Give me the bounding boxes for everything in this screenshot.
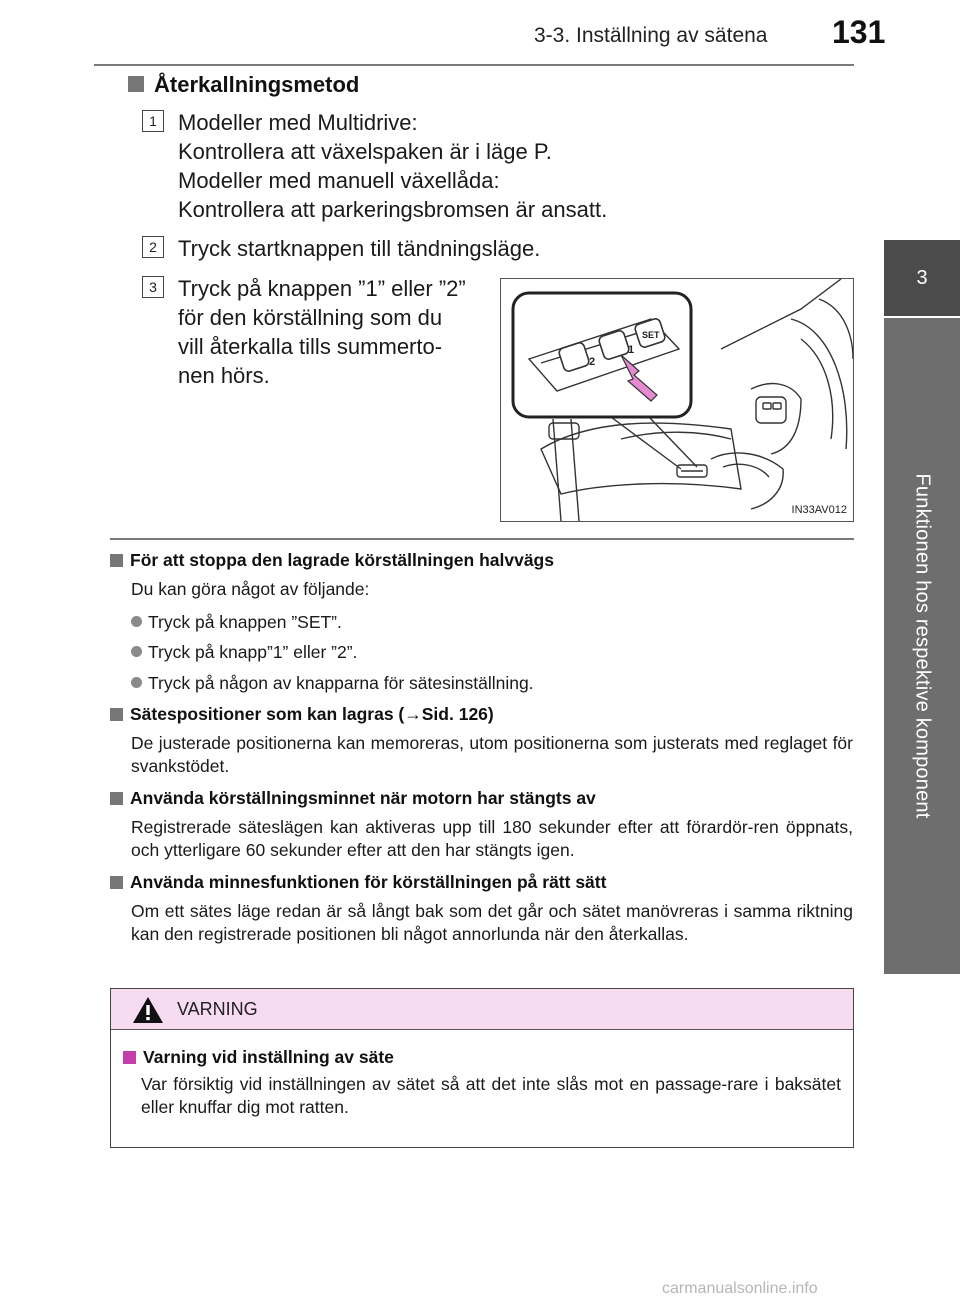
note-title-text: Sätespositioner som kan lagras (→Sid. 126) <box>130 704 494 724</box>
section-title <box>128 72 359 98</box>
step-1-line: Modeller med Multidrive: <box>178 110 418 135</box>
square-bullet-icon <box>110 792 123 805</box>
list-item-text: Tryck på någon av knapparna för sätesinställning. <box>148 673 534 693</box>
note-title <box>110 550 554 571</box>
step-3-text <box>178 274 474 390</box>
warning-text: Var försiktig vid inställningen av sätet så att det inte slås mot en passage-rare i baksätet eller knuffar dig mot ratten. <box>141 1074 841 1117</box>
chapter-title: Funktionen hos respektive komponent <box>911 473 934 819</box>
chapter-number-tab: 3 <box>884 240 960 316</box>
section-divider <box>110 538 854 540</box>
step-1-line: Kontrollera att parkeringsbromsen är ansatt. <box>178 197 608 222</box>
memory-button-1-label: 1 <box>628 344 635 356</box>
warning-triangle-icon <box>131 995 165 1025</box>
memory-button-2-label: 2 <box>589 356 596 368</box>
section-header: 3-3. Inställning av sätena <box>534 24 768 47</box>
square-bullet-icon <box>128 76 144 92</box>
bullet-dot-icon <box>131 646 142 657</box>
warning-label: VARNING <box>177 999 258 1019</box>
square-bullet-icon <box>110 876 123 889</box>
note-text: Registrerade säteslägen kan aktiveras upp till 180 sekunder efter att förardör-ren öppnats, och ytterligare 60 sekunder efter att den har stängts igen. <box>131 817 853 860</box>
warning-title <box>123 1047 394 1068</box>
note-title <box>110 872 606 893</box>
step-3-line: nen hörs. <box>178 363 270 388</box>
step-1-line: Modeller med manuell växellåda: <box>178 168 500 193</box>
list-item-text: Tryck på knapp”1” eller ”2”. <box>148 642 358 662</box>
step-2-text <box>178 234 540 263</box>
note-title <box>110 788 596 809</box>
note-title-text: Använda minnesfunktionen för körställningen på rätt sätt <box>130 872 607 892</box>
square-bullet-icon <box>110 554 123 567</box>
illustration-code: IN33AV012 <box>791 504 847 516</box>
step-3-line: vill återkalla tills summerto- <box>178 334 443 359</box>
bullet-dot-icon <box>131 677 142 688</box>
bullet-dot-icon <box>131 616 142 627</box>
section-title-text: Återkallningsmetod <box>154 72 360 97</box>
list-item <box>131 642 357 663</box>
note-title <box>110 704 494 725</box>
square-bullet-icon <box>110 708 123 721</box>
step-number-3: 3 <box>142 276 164 298</box>
car-door-drawing <box>501 279 853 521</box>
step-2-line: Tryck startknappen till tändningsläge. <box>178 236 541 261</box>
step-number-2: 2 <box>142 236 164 258</box>
set-button-label: SET <box>642 330 660 340</box>
warning-box <box>110 988 854 1148</box>
note-text: Du kan göra något av följande: <box>131 579 370 599</box>
warning-title-text: Varning vid inställning av säte <box>143 1047 394 1067</box>
step-3-line: för den körställning som du <box>178 305 443 330</box>
note-text: Om ett sätes läge redan är så långt bak som det går och sätet manövreras i samma riktning kan den registrerade positionen bli något annorlunda när den återkallas. <box>131 901 853 944</box>
memory-button-illustration <box>500 278 854 522</box>
list-item <box>131 612 342 633</box>
note-title-text: Använda körställningsminnet när motorn har stängts av <box>130 788 596 808</box>
list-item-text: Tryck på knappen ”SET”. <box>148 612 342 632</box>
note-text: De justerade positionerna kan memoreras, utom positionerna som justerats med reglaget för svankstödet. <box>131 733 853 776</box>
note-title-text: För att stoppa den lagrade körställningen halvvägs <box>130 550 554 570</box>
warning-header <box>111 989 853 1030</box>
watermark: carmanualsonline.info <box>662 1280 818 1297</box>
step-3-line: Tryck på knappen ”1” eller ”2” <box>178 276 466 301</box>
step-1-line: Kontrollera att växelspaken är i läge P. <box>178 139 552 164</box>
step-number-1: 1 <box>142 110 164 132</box>
page-number: 131 <box>832 14 886 50</box>
step-1-text <box>178 108 607 224</box>
square-bullet-icon <box>123 1051 136 1064</box>
header-rule <box>94 64 854 66</box>
list-item <box>131 673 534 694</box>
